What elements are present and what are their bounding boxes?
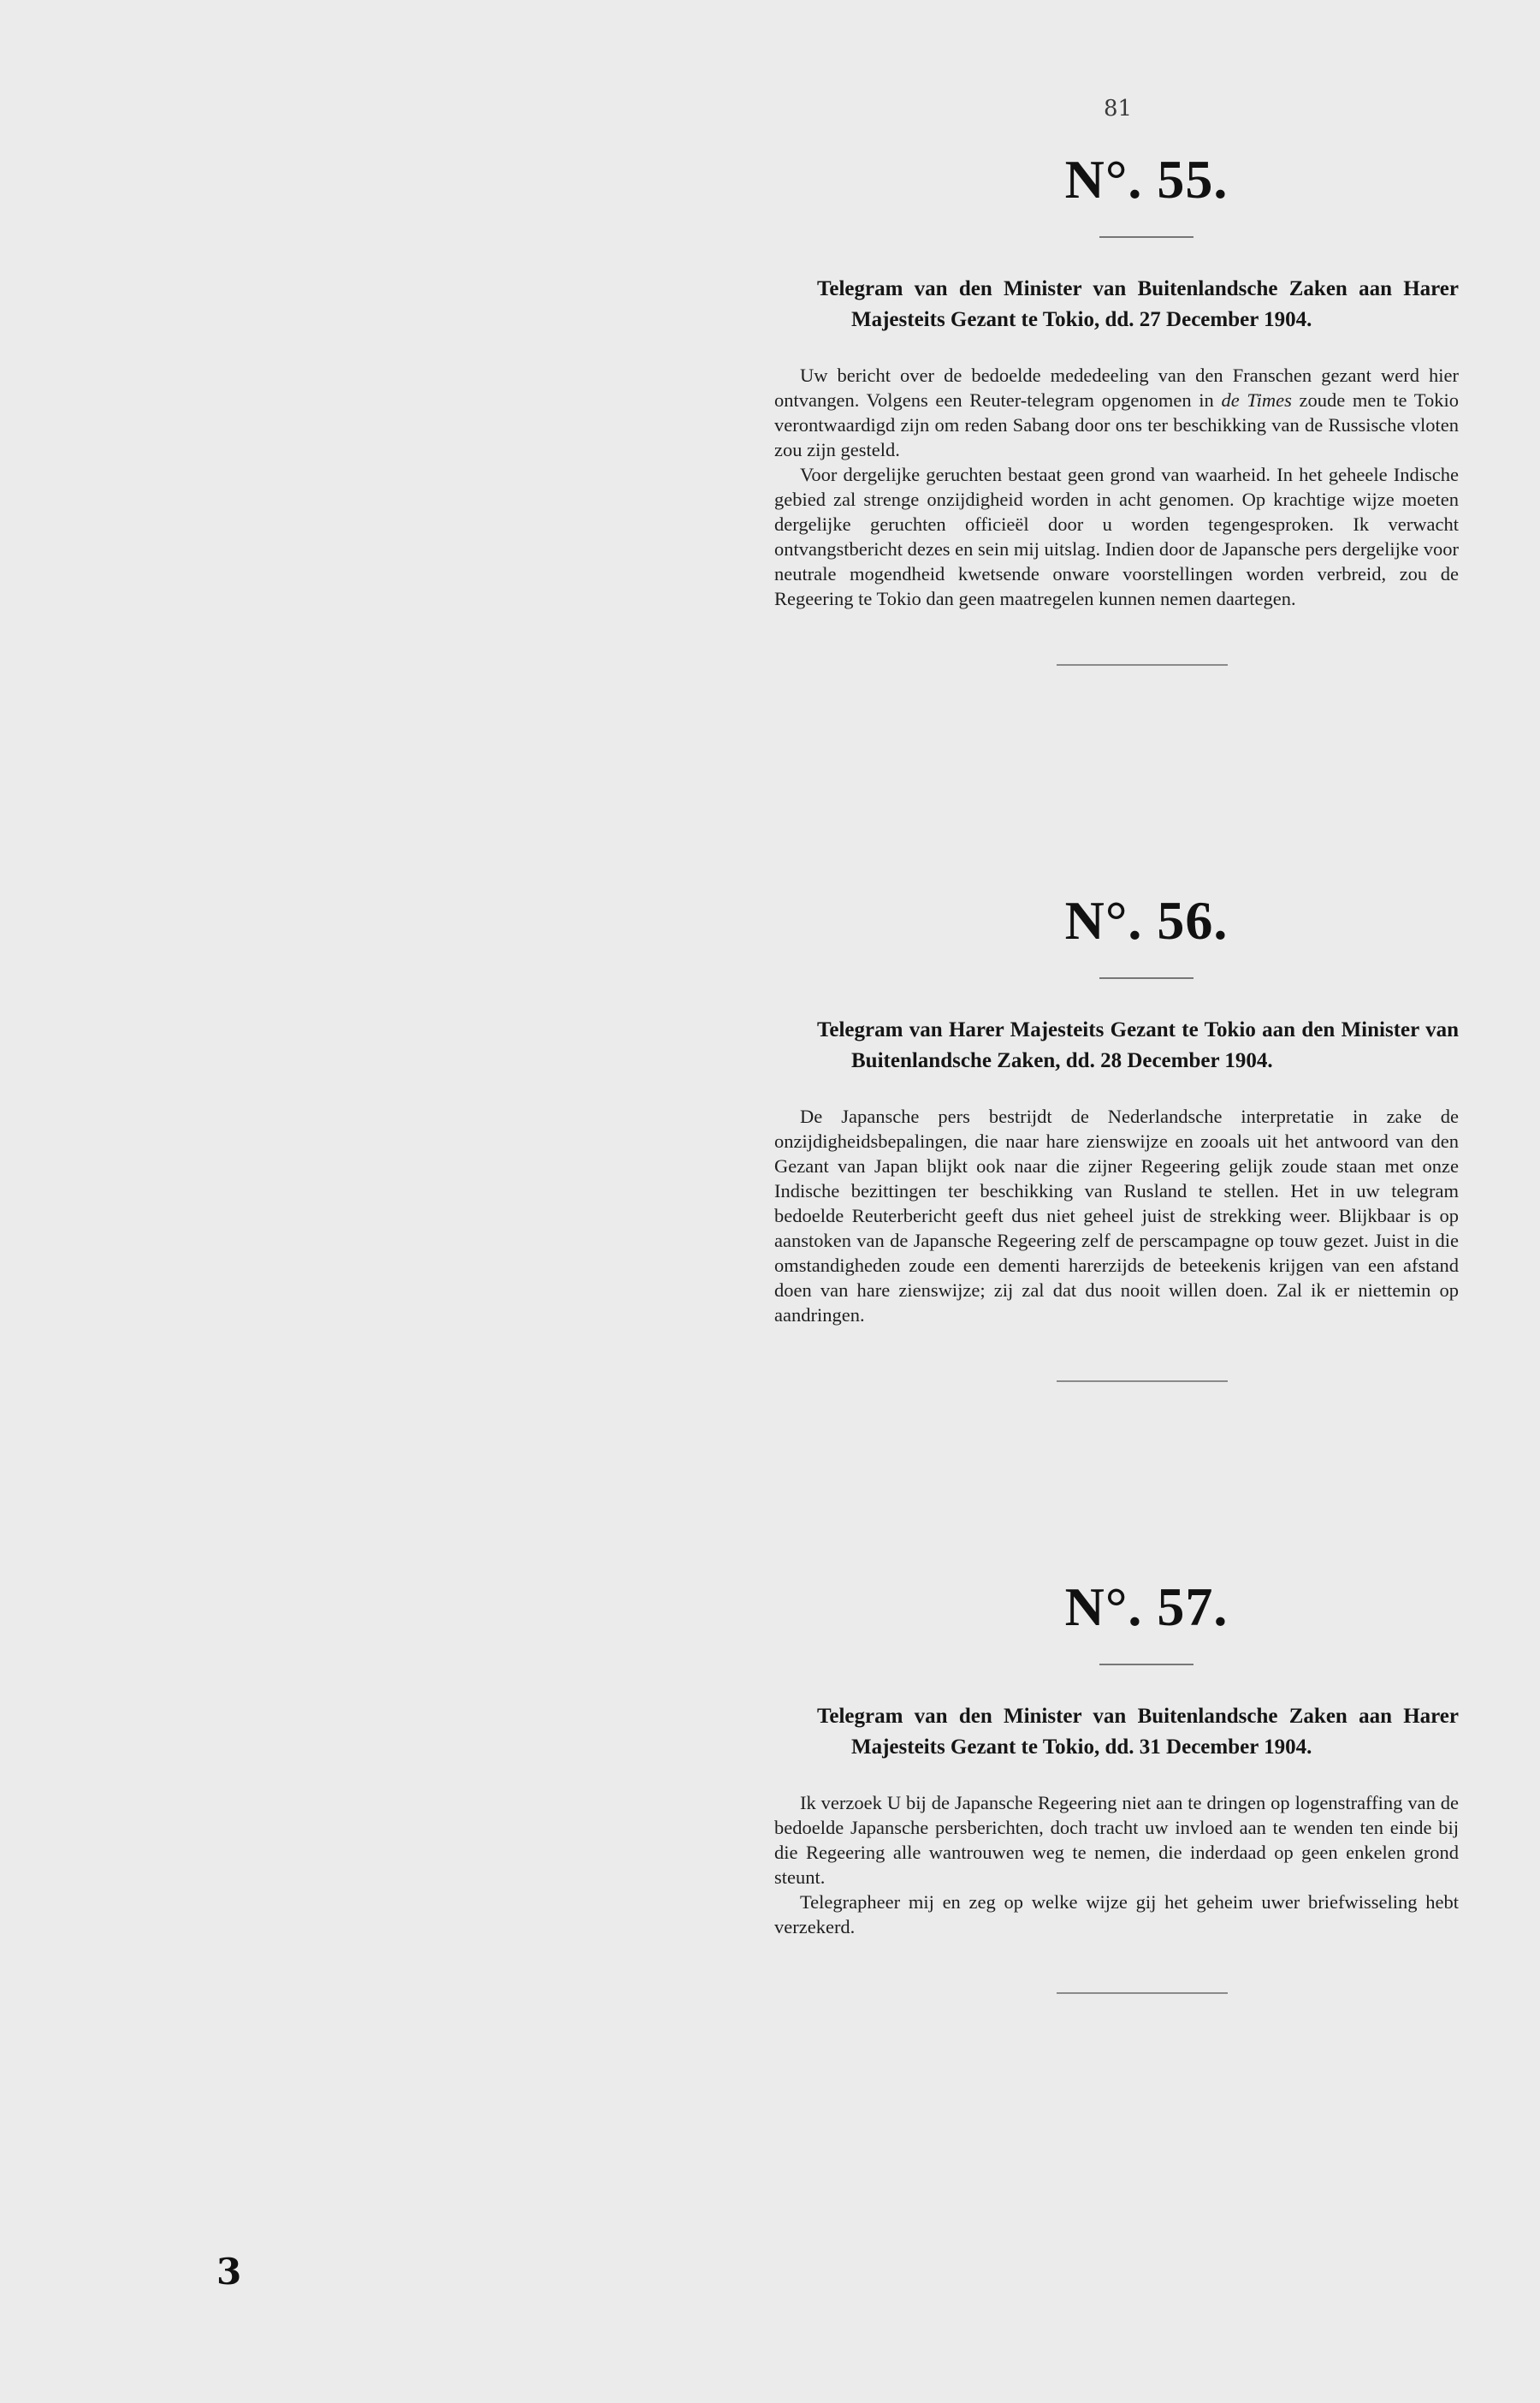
body-paragraph: Telegrapheer mij en zeg op welke wijze gij het geheim uwer briefwisseling hebt verzekerd. xyxy=(774,1891,1459,1937)
section-heading: Telegram van den Minister van Buitenlandsche Zaken aan Harer Majesteits Gezant te Tokio, dd. 27 December 1904. xyxy=(817,277,1459,331)
body-paragraph: De Japansche pers bestrijdt de Nederlandsche interpretatie in zake de onzijdigheidsbepalingen, die naar hare zienswijze en zooals uit het antwoord van den Gezant van Japan blijkt ook naar die zijner Regeering gelijk zoude staan met onze Indische bezittingen ter beschikking van Rusland te stellen. Het in uw telegram bedoelde Reuterbericht geeft dus niet geheel juist de strekking weer. Blijkbaar is op aanstoken van de Japansche Regeering zelf de perscampagne op touw gezet. Juist in die omstandigheden zoude een dementi harerzijds de beteekenis krijgen van een afstand doen van hare zienswijze; zij zal dat dus nooit willen doen. Zal ik er niettemin op aandringen. xyxy=(774,1106,1459,1326)
document-section-57 xyxy=(774,1576,1459,1994)
section-divider xyxy=(1099,1664,1194,1665)
section-heading: Telegram van Harer Majesteits Gezant te Tokio aan den Minister van Buitenlandsche Zaken, dd. 28 December 1904. xyxy=(817,1018,1459,1072)
body-paragraph: Voor dergelijke geruchten bestaat geen grond van waarheid. In het geheele Indische gebied zal strenge onzijdigheid worden in acht genomen. Op krachtige wijze moeten dergelijke geruchten officieël door u worden tegengesproken. Ik verwacht ontvangstbericht dezes en sein mij uitslag. Indien door de Japansche pers dergelijke voor neutrale mogendheid kwetsende onware voorstellingen worden verbreid, zou de Regeering te Tokio dan geen maatregelen kunnen nemen daartegen. xyxy=(774,464,1459,609)
body-paragraph: Ik verzoek U bij de Japansche Regeering niet aan te dringen op logenstraffing van de bedoelde Japansche persberichten, doch tracht uw invloed aan te wenden ten einde bij die Regeering alle wantrouwen weg te nemen, die inderdaad op geen enkelen grond steunt. xyxy=(774,1792,1459,1888)
section-heading: Telegram van den Minister van Buitenlandsche Zaken aan Harer Majesteits Gezant te Tokio, dd. 31 December 1904. xyxy=(817,1705,1459,1759)
page-number: 81 xyxy=(1104,96,1133,122)
document-section-56 xyxy=(774,890,1459,1382)
section-number: N°. 55. xyxy=(1064,149,1229,210)
section-number: N°. 56. xyxy=(1064,890,1229,951)
section-body xyxy=(774,363,1459,611)
section-divider xyxy=(1099,977,1194,979)
document-section-55 xyxy=(774,149,1459,666)
publication-title: de Times xyxy=(1221,389,1292,411)
section-body xyxy=(774,1104,1459,1327)
section-end-rule xyxy=(1057,664,1228,666)
section-body xyxy=(774,1790,1459,1939)
signature-mark: 3 xyxy=(216,2251,242,2293)
section-end-rule xyxy=(1057,1992,1228,1994)
section-end-rule xyxy=(1057,1380,1228,1382)
body-paragraph: Uw bericht over de bedoelde mededeeling van den Franschen gezant werd hier ontvangen. Volgens een Reuter-telegram opgenomen in de Times zoude men te Tokio verontwaardigd zijn om reden Sabang door ons ter beschikking van de Russische vloten zou zijn gesteld. xyxy=(774,365,1459,460)
section-divider xyxy=(1099,236,1194,238)
section-number: N°. 57. xyxy=(1064,1576,1229,1637)
